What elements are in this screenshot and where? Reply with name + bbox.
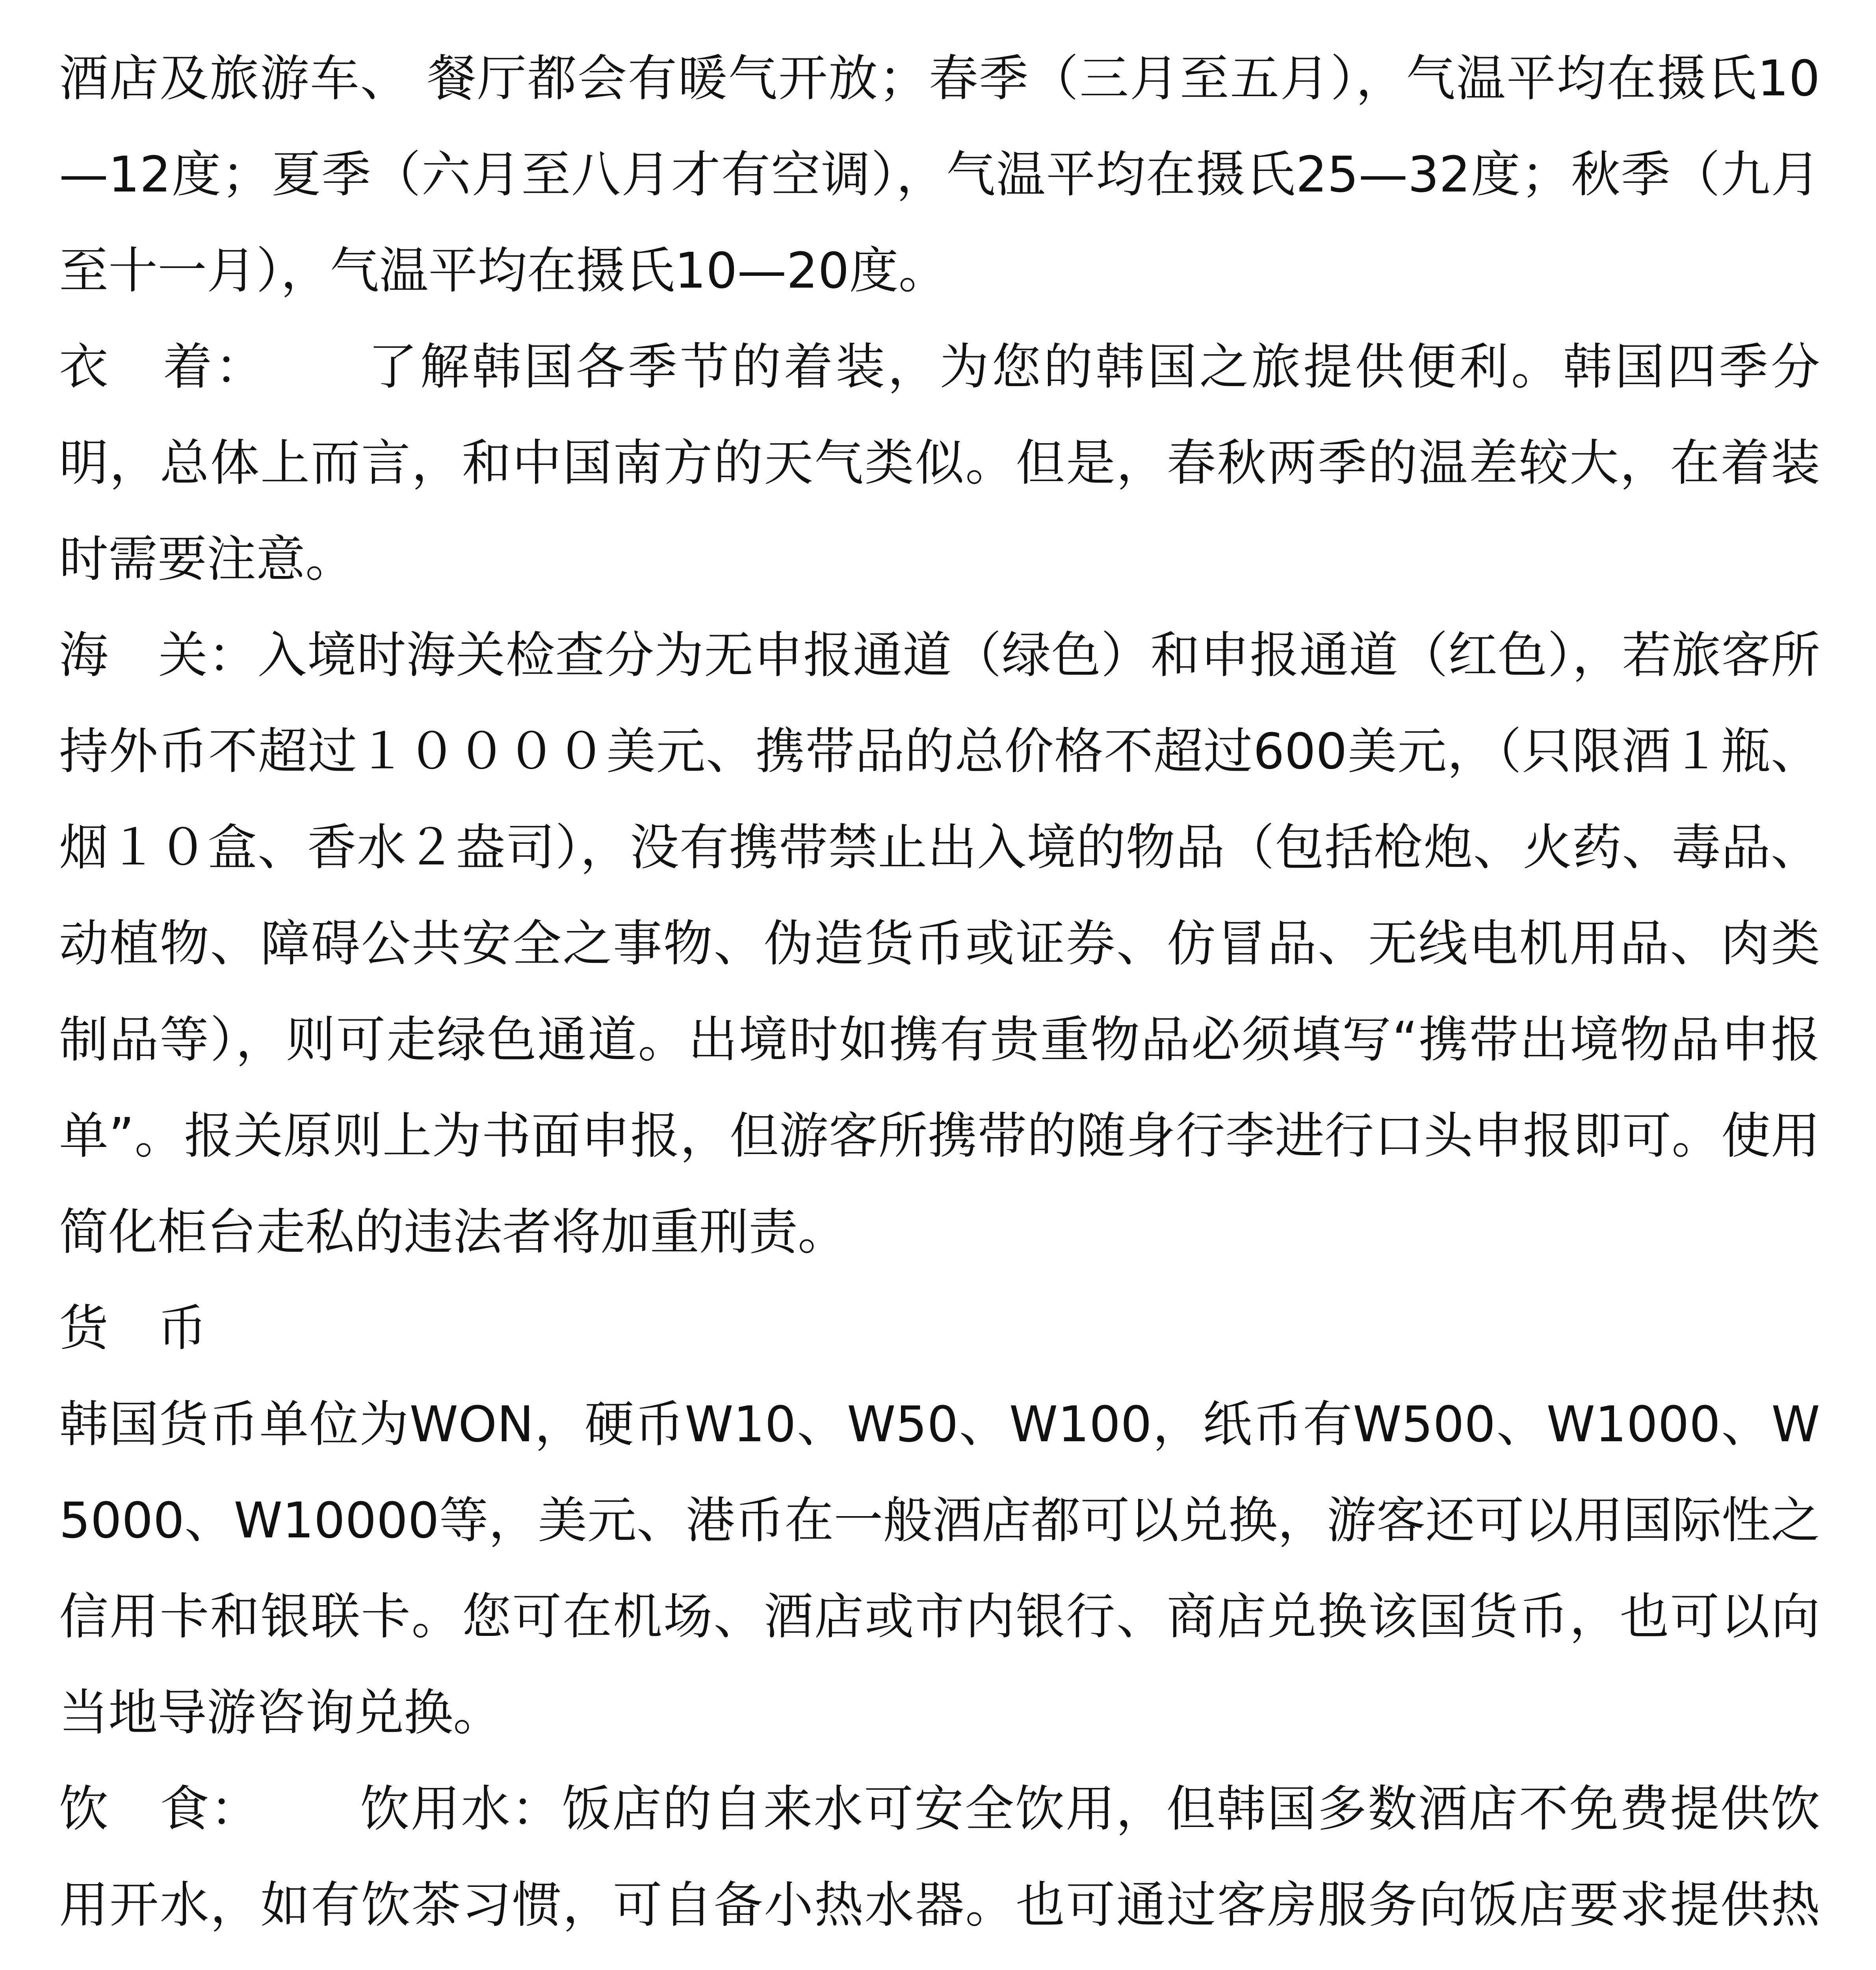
paragraph-food-drink <box>59 1761 1820 1970</box>
section-label-clothing: 衣 着： <box>59 338 267 396</box>
paragraph-text: 了解韩国各季节的着装，为您的韩国之旅提供便利。韩国四季分明，总体上而言，和中国南方的天气类似。但是，春秋两季的温差较大，在着装时需要注意。 <box>59 338 1820 588</box>
section-label-customs: 海 关： <box>59 627 258 684</box>
section-label-currency: 货 币 <box>59 1300 207 1357</box>
paragraph-text: 韩国货币单位为WON，硬币W10、W50、W100，纸币有W500、W1000、W5000、W10000等，美元、港币在一般酒店都可以兑换，游客还可以用国际性之信用卡和银联卡。您可在机场、酒店或市内银行、商店兑换该国货币，也可以向当地导游咨询兑换。 <box>59 1396 1820 1741</box>
paragraph-customs <box>59 608 1820 1280</box>
paragraph-weather-continued <box>59 31 1820 319</box>
section-heading-currency <box>59 1280 1820 1377</box>
document-page <box>59 31 1820 1970</box>
paragraph-text: 酒店及旅游车、 餐厅都会有暖气开放；春季（三月至五月），气温平均在摄氏10—12度；夏季（六月至八月才有空调），气温平均在摄氏25—32度；秋季（九月至十一月），气温平均在摄氏10—20度。 <box>59 50 1820 299</box>
paragraph-currency <box>59 1377 1820 1761</box>
paragraph-text: 饮用水：饭店的自来水可安全饮用，但韩国多数酒店不免费提供饮用开水，如有饮茶习惯，可自备小热水器。也可通过客房服务向饭店要求提供热 <box>59 1780 1820 1934</box>
section-label-food-drink: 饮 食： <box>59 1780 261 1838</box>
paragraph-text: 入境时海关检查分为无申报通道（绿色）和申报通道（红色），若旅客所持外币不超过１００００美元、携带品的总价格不超过600美元，（只限酒１瓶、烟１０盒、香水２盎司），没有携带禁止出入境的物品（包括枪炮、火药、毒品、动植物、障碍公共安全之事物、伪造货币或证券、仿冒品、无线电机用品、肉类制品等），则可走绿色通道。出境时如携有贵重物品必须填写“携带出境物品申报单”。报关原则上为书面申报，但游客所携带的随身行李进行口头申报即可。使用简化柜台走私的违法者将加重刑责。 <box>59 627 1820 1261</box>
paragraph-clothing <box>59 319 1820 608</box>
